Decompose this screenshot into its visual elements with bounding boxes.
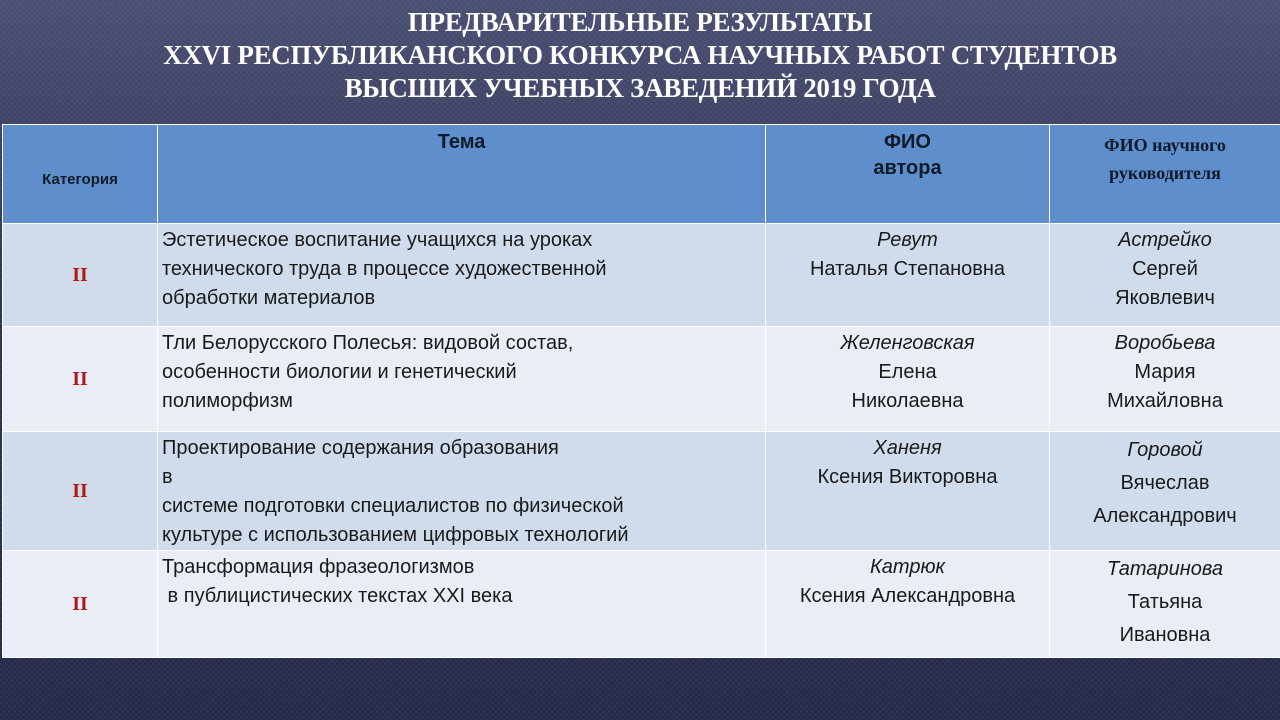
- topic-cell: [158, 327, 766, 432]
- supervisor-cell: [1050, 432, 1280, 551]
- table-row: [3, 224, 1280, 327]
- supervisor-surname: Воробьева: [1114, 332, 1216, 354]
- supervisor-given-name: Вячеслав: [1120, 472, 1210, 494]
- author-cell: [766, 432, 1050, 551]
- table-row: [3, 432, 1280, 551]
- topic-line: полиморфизм: [162, 390, 293, 412]
- table-header-row: [3, 125, 1280, 224]
- author-cell: [766, 224, 1050, 327]
- author-given-name: Ксения Александровна: [799, 585, 1016, 607]
- results-table: [2, 124, 1280, 658]
- supervisor-cell: [1050, 551, 1280, 658]
- topic-line: Проектирование содержания образования: [162, 437, 559, 459]
- topic-line: культуре с использованием цифровых технологий: [162, 524, 629, 546]
- topic-line: Трансформация фразеологизмов: [162, 556, 475, 578]
- topic-cell: [158, 224, 766, 327]
- title-line-2: XXVI РЕСПУБЛИКАНСКОГО КОНКУРСА НАУЧНЫХ РАБОТ СТУДЕНТОВ: [163, 40, 1117, 70]
- topic-line: обработки материалов: [162, 287, 376, 309]
- supervisor-given-name: Мария: [1134, 361, 1196, 383]
- category-cell: II: [3, 327, 158, 432]
- author-given-name: Елена: [878, 361, 937, 383]
- header-author-line-2: автора: [873, 157, 942, 179]
- topic-cell: [158, 551, 766, 658]
- table-row: [3, 327, 1280, 432]
- author-cell: [766, 327, 1050, 432]
- supervisor-surname: Горовой: [1127, 439, 1203, 461]
- supervisor-patronymic: Яковлевич: [1115, 287, 1215, 309]
- title-line-1: ПРЕДВАРИТЕЛЬНЫЕ РЕЗУЛЬТАТЫ: [407, 7, 873, 37]
- header-supervisor-line-1: ФИО научного: [1104, 135, 1226, 155]
- header-author: [766, 125, 1050, 224]
- topic-line: в публицистических текстах XXI века: [162, 585, 513, 607]
- category-cell: II: [3, 224, 158, 327]
- supervisor-cell: [1050, 224, 1280, 327]
- slide-title: [0, 6, 1280, 105]
- category-cell: II: [3, 551, 158, 658]
- table-row: [3, 551, 1280, 658]
- author-surname: Катрюк: [870, 556, 945, 578]
- header-category: Категория: [3, 125, 158, 224]
- topic-line: особенности биологии и генетический: [162, 361, 517, 383]
- header-supervisor: [1050, 125, 1280, 224]
- supervisor-given-name: Татьяна: [1127, 591, 1203, 613]
- author-patronymic: Николаевна: [851, 390, 964, 412]
- author-cell: [766, 551, 1050, 658]
- supervisor-surname: Татаринова: [1107, 558, 1223, 580]
- supervisor-patronymic: Михайловна: [1107, 390, 1223, 412]
- topic-line: в: [162, 466, 173, 488]
- supervisor-patronymic: Ивановна: [1119, 624, 1211, 646]
- supervisor-surname: Астрейко: [1118, 229, 1212, 251]
- topic-line: Эстетическое воспитание учащихся на уроках: [162, 229, 593, 251]
- supervisor-patronymic: Александрович: [1093, 505, 1237, 527]
- title-line-3: ВЫСШИХ УЧЕБНЫХ ЗАВЕДЕНИЙ 2019 ГОДА: [344, 73, 936, 103]
- author-surname: Желенговская: [840, 332, 975, 354]
- topic-line: технического труда в процессе художественной: [162, 258, 607, 280]
- topic-cell: [158, 432, 766, 551]
- header-topic: Тема: [158, 125, 766, 224]
- header-author-line-1: ФИО: [883, 131, 931, 153]
- author-given-name: Наталья Степановна: [809, 258, 1006, 280]
- author-given-name: Ксения Викторовна: [817, 466, 998, 488]
- header-supervisor-line-2: руководителя: [1109, 163, 1221, 183]
- author-surname: Ханеня: [873, 437, 942, 459]
- topic-line: системе подготовки специалистов по физической: [162, 495, 624, 517]
- topic-line: Тли Белорусского Полесья: видовой состав,: [162, 332, 574, 354]
- author-surname: Ревут: [877, 229, 938, 251]
- category-cell: II: [3, 432, 158, 551]
- supervisor-given-name: Сергей: [1132, 258, 1198, 280]
- supervisor-cell: [1050, 327, 1280, 432]
